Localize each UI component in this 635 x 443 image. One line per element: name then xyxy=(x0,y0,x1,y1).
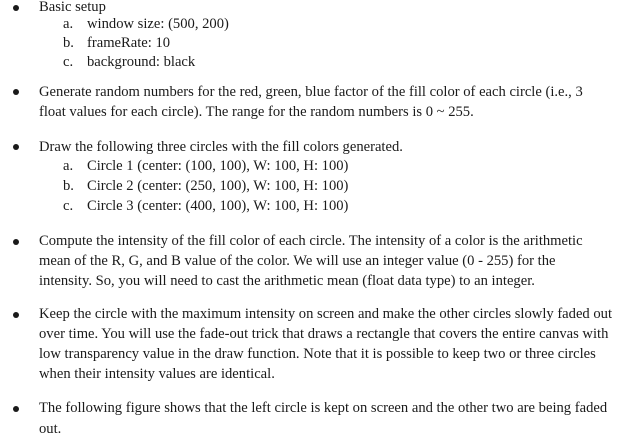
bullet-dot xyxy=(13,89,19,95)
sublist-item-text: Circle 3 (center: (400, 100), W: 100, H: 100) xyxy=(87,198,349,214)
list-item-text: Generate random numbers for the red, green, blue factor of the fill color of each circle (i.e., 3 xyxy=(39,84,583,100)
list-item-text: intensity. So, you will need to cast the arithmetic mean (float data type) to an integer. xyxy=(39,273,535,289)
sublist-item-text: Circle 1 (center: (100, 100), W: 100, H: 100) xyxy=(87,158,349,174)
sublist-marker: a. xyxy=(63,158,74,174)
sublist-item-text: window size: (500, 200) xyxy=(87,16,229,32)
sublist-item-text: background: black xyxy=(87,54,196,70)
sublist-marker: a. xyxy=(63,16,74,32)
bullet-dot xyxy=(13,144,19,150)
list-item-text: Keep the circle with the maximum intensity on screen and make the other circles slowly faded out xyxy=(39,306,613,322)
sublist-marker: b. xyxy=(63,35,74,51)
bullet-dot xyxy=(13,406,19,412)
sublist-marker: c. xyxy=(63,198,74,214)
bullet-dot xyxy=(13,5,19,11)
list-item-text: out. xyxy=(39,421,62,437)
list-item-text: The following figure shows that the left circle is kept on screen and the other two are being faded xyxy=(39,400,608,416)
list-item-text: Compute the intensity of the fill color of each circle. The intensity of a color is the arithmetic xyxy=(39,233,583,249)
list-item-text: float values for each circle). The range for the random numbers is 0 ~ 255. xyxy=(39,104,474,120)
sublist-marker: c. xyxy=(63,54,74,70)
bullet-dot xyxy=(13,312,19,318)
list-item-text: Draw the following three circles with the fill colors generated. xyxy=(39,139,403,155)
sublist-item-text: frameRate: 10 xyxy=(87,35,171,51)
sublist-marker: b. xyxy=(63,178,74,194)
list-item-text: when their intensity values are identical. xyxy=(39,366,275,382)
sublist-item-text: Circle 2 (center: (250, 100), W: 100, H: 100) xyxy=(87,178,349,194)
list-item-text: mean of the R, G, and B value of the color. We will use an integer value (0 - 255) for the xyxy=(39,253,556,269)
list-item-text: over time. You will use the fade-out trick that draws a rectangle that covers the entire canvas with xyxy=(39,326,609,342)
list-item-text: Basic setup xyxy=(39,0,106,15)
bullet-dot xyxy=(13,239,19,245)
list-item-text: low transparency value in the draw function. Note that it is possible to keep two or three circles xyxy=(39,346,596,362)
